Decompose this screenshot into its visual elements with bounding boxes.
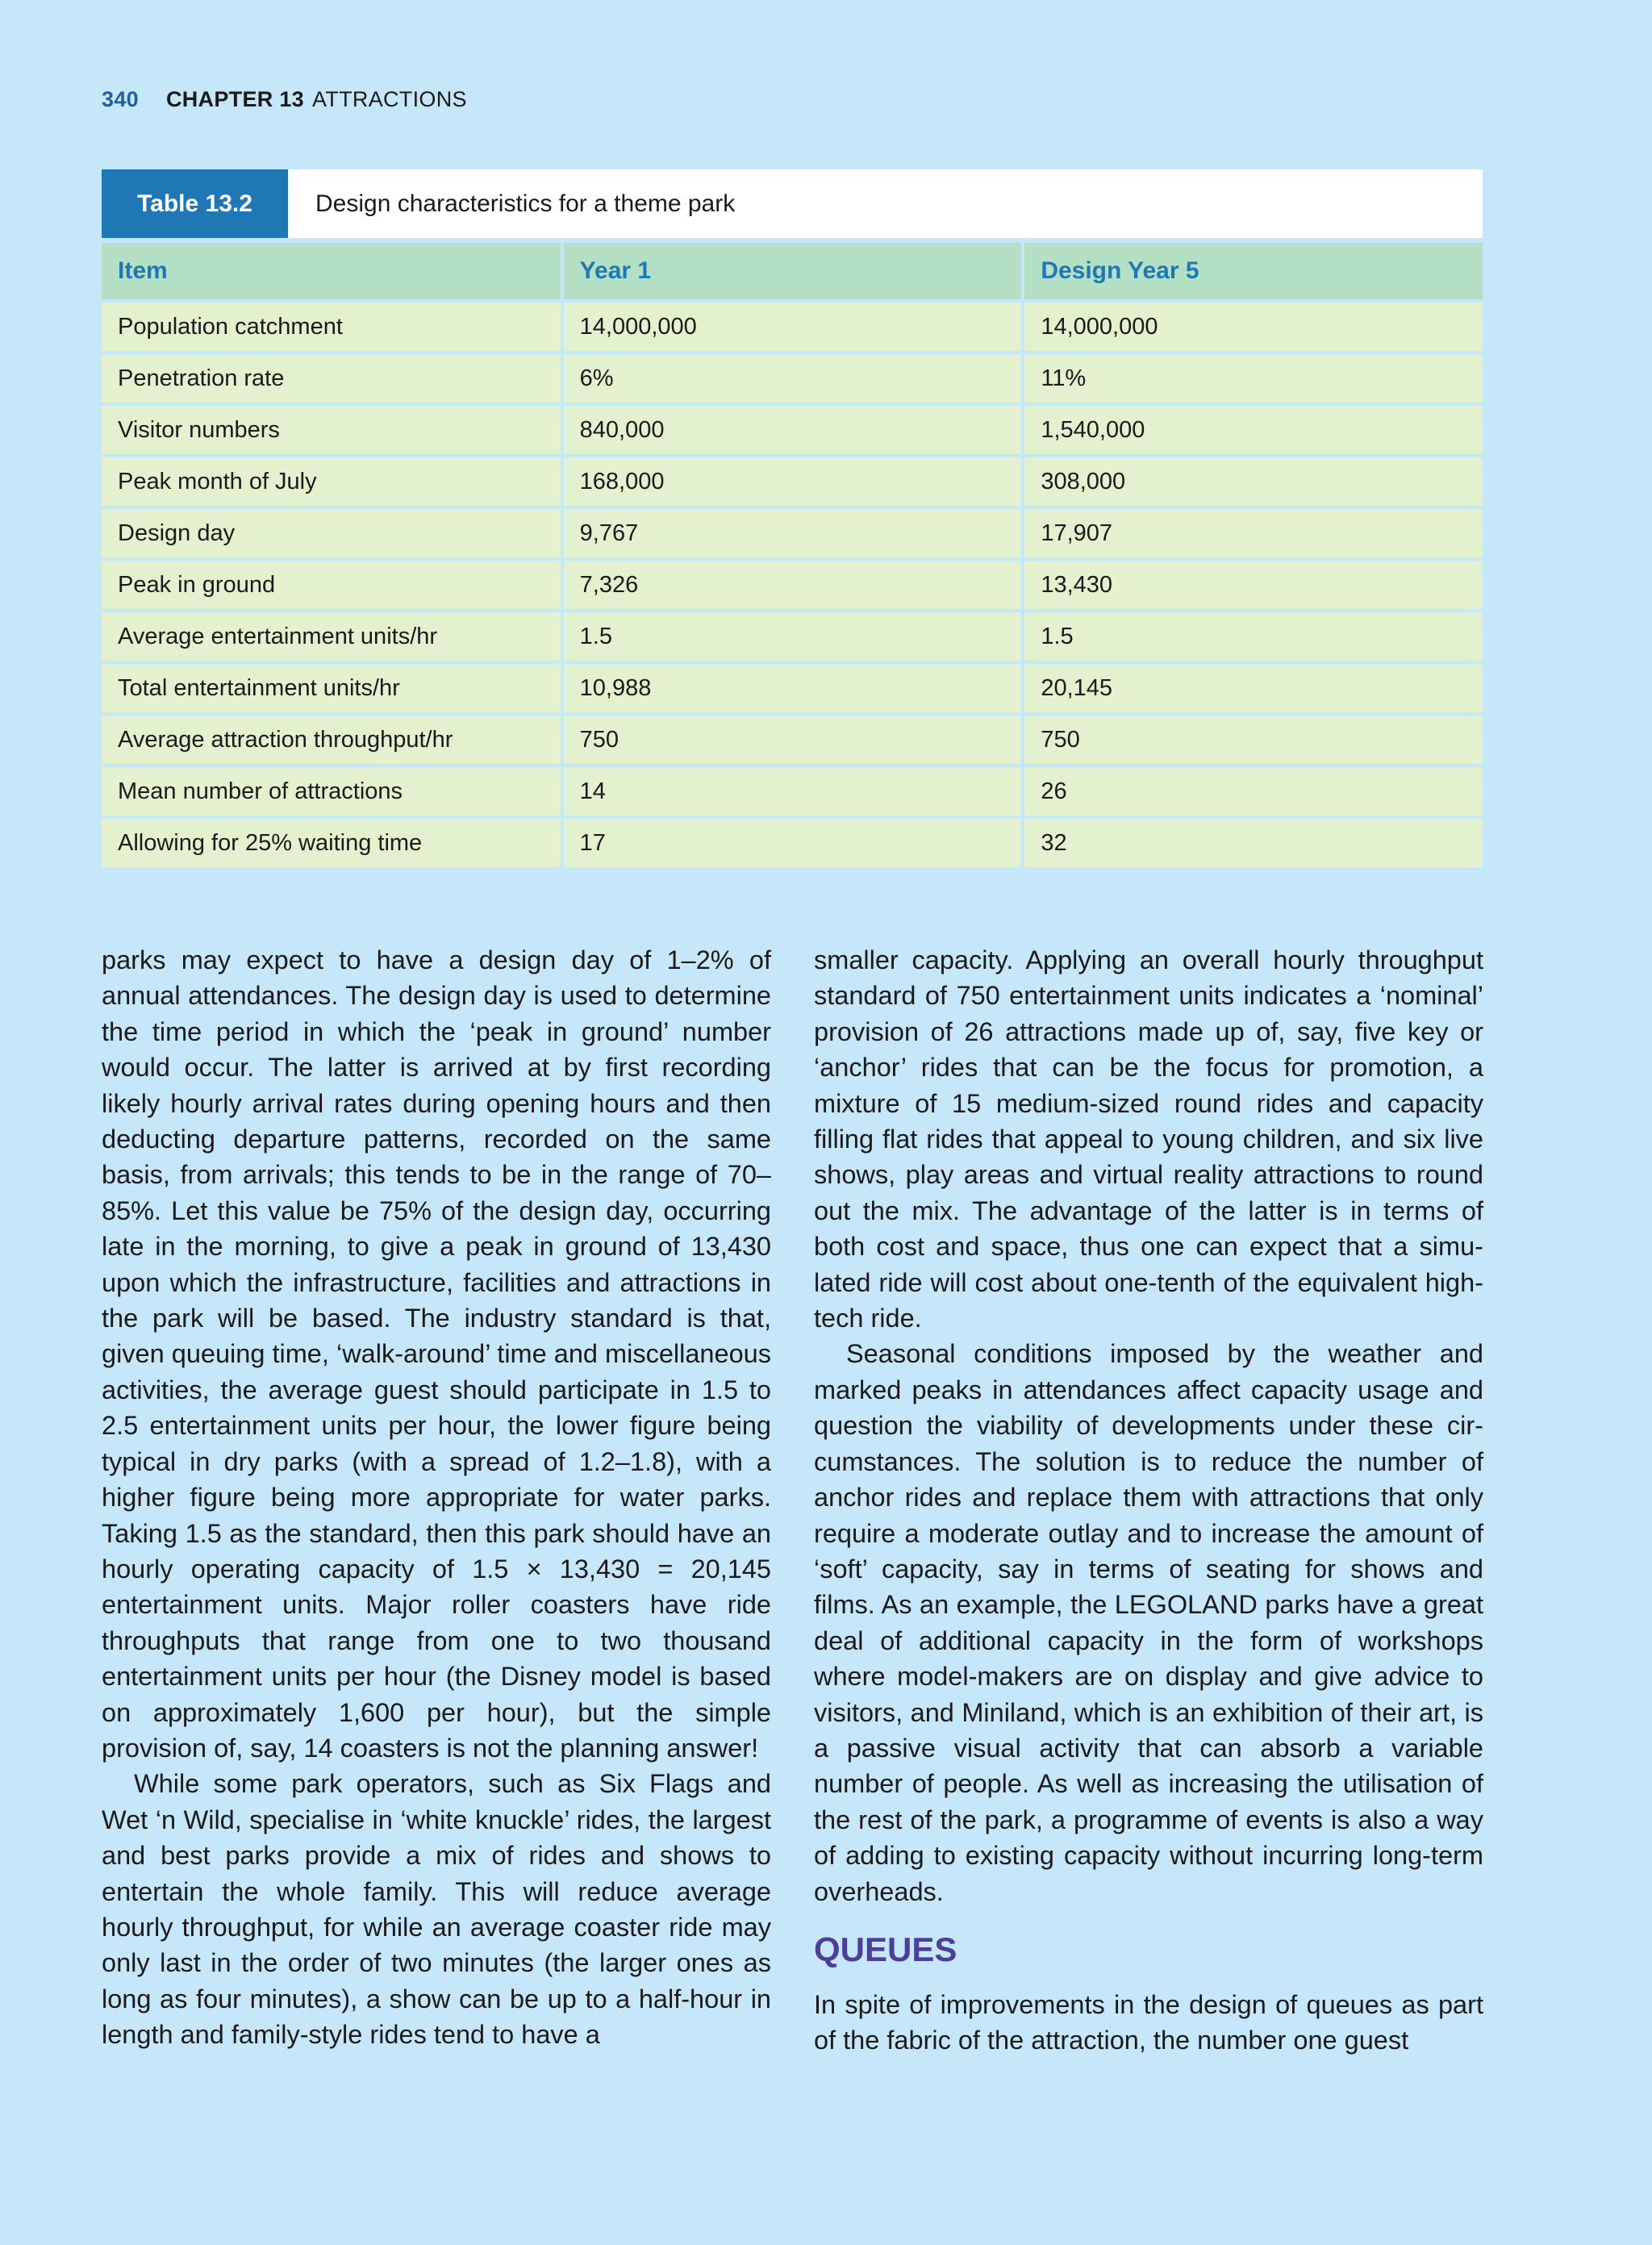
section-heading-queues: QUEUES [814, 1930, 957, 1968]
body-paragraph: In spite of improvements in the design of queues as part of the fabric of the attraction, the number one guest [814, 1989, 1483, 2055]
body-column-left [102, 942, 771, 2053]
table-cell: 17,907 [1024, 509, 1483, 557]
column-header-item: Item [102, 243, 561, 299]
table-cell: Peak month of July [102, 457, 561, 506]
table-cell: 14,000,000 [564, 303, 1022, 351]
table-cell: 7,326 [564, 561, 1022, 609]
running-head [102, 87, 467, 112]
table-title: Design characteristics for a theme park [315, 190, 736, 217]
column-header-year-1: Year 1 [564, 243, 1022, 299]
table-cell: Visitor numbers [102, 406, 561, 454]
table-row [102, 767, 1483, 816]
table-label: Table 13.2 [102, 169, 288, 238]
table-cell: 1.5 [564, 612, 1022, 661]
design-characteristics-table [98, 240, 1486, 870]
body-paragraph: While some park operators, such as Six Flags and Wet ‘n Wild, specialise in ‘white knuckle’ rides, the largest and best parks provide a mix of rides and shows to entertain the whole family. This will reduce average hourly throughput, for while an average coaster ride may only last in the order of two minutes (the larger ones as long as four minutes), a show can be up to a half-hour in length and family-style rides tend to have a [102, 1769, 771, 2050]
table-cell: Average entertainment units/hr [102, 612, 561, 661]
table-row [102, 612, 1483, 661]
table-row [102, 561, 1483, 609]
table-row [102, 509, 1483, 557]
table-row [102, 819, 1483, 867]
table-row [102, 354, 1483, 403]
table-cell: 750 [1024, 716, 1483, 764]
table-cell: Average attraction throughput/hr [102, 716, 561, 764]
table-row [102, 716, 1483, 764]
table-cell: 17 [564, 819, 1022, 867]
table-row [102, 457, 1483, 506]
table-cell: 32 [1024, 819, 1483, 867]
table-cell: 14,000,000 [1024, 303, 1483, 351]
table-cell: Population catchment [102, 303, 561, 351]
body-column-right [814, 942, 1483, 2059]
table-cell: Total entertainment units/hr [102, 664, 561, 712]
table-row [102, 406, 1483, 454]
table-cell: Mean number of attractions [102, 767, 561, 816]
table-cell: 13,430 [1024, 561, 1483, 609]
table-cell: 26 [1024, 767, 1483, 816]
table-header-row [102, 243, 1483, 299]
table-row [102, 664, 1483, 712]
chapter-label: CHAPTER 13 [165, 87, 304, 111]
table-cell: 840,000 [564, 406, 1022, 454]
body-paragraph: parks may expect to have a design day of 1–2% of annual attendances. The design day is used to determine the time period in which the ‘peak in ground’ number would occur. The latter is arrived at by first recording likely hourly arrival rates during opening hours and then deducting departure patterns, recorded on the same basis, from arrivals; this tends to be in the range of 70–85%. Let this value be 75% of the design day, occurring late in the morning, to give a peak in ground of 13,430 upon which the infrastructure, facilities and attractions in the park will be based. The industry standard is that, given queuing time, ‘walk-around’ time and miscellaneous activities, the average guest should participate in 1.5 to 2.5 entertainment units per hour, the lower figure being typical in dry parks (with a spread of 1.2–1.8), with a higher figure being more appropriate for water parks. Taking 1.5 as the standard, then this park should have an hourly operating capacity of 1.5 × 13,430 = 20,145 entertainment units. Major roller coasters have ride throughputs that range from one to two thousand entertainment units per hour (the Disney model is based on approximately 1,600 per hour), but the simple provision of, say, 14 coasters is not the planning answer! [102, 945, 771, 1763]
table-cell: Peak in ground [102, 561, 561, 609]
page-number: 340 [102, 87, 139, 111]
table-row [102, 303, 1483, 351]
table-cell: 9,767 [564, 509, 1022, 557]
table-cell: 14 [564, 767, 1022, 816]
table-cell: 168,000 [564, 457, 1022, 506]
table-cell: 1,540,000 [1024, 406, 1483, 454]
table-caption [102, 169, 1483, 238]
table-cell: 750 [564, 716, 1022, 764]
table-cell: Design day [102, 509, 561, 557]
column-header-design-year-5: Design Year 5 [1024, 243, 1483, 299]
table-cell: 6% [564, 354, 1022, 403]
table-cell: 1.5 [1024, 612, 1483, 661]
table-cell: 10,988 [564, 664, 1022, 712]
body-paragraph: Seasonal conditions imposed by the weather and marked peaks in attendances affect capacity usage and question the viability of developments under these circumstances. The solution is to reduce the number of anchor rides and replace them with attractions that only require a moderate outlay and to increase the amount of ‘soft’ capacity, say in terms of seating for shows and films. As an example, the LEGOLAND parks have a great deal of additional capacity in the form of workshops where model-makers are on display and give advice to visitors, and Miniland, which is an exhibition of their art, is a passive visual activity that can absorb a variable number of people. As well as increasing the utilisation of the rest of the park, a programme of events is also a way of adding to existing capacity without incurring long-term overheads. [814, 1339, 1483, 1906]
table-cell: 20,145 [1024, 664, 1483, 712]
table-cell: 11% [1024, 354, 1483, 403]
table-cell: 308,000 [1024, 457, 1483, 506]
body-paragraph: smaller capacity. Applying an overall hourly throughput standard of 750 entertainment units indicates a ‘nominal’ provision of 26 attractions made up of, say, five key or ‘anchor’ rides that can be the focus for promotion, a mixture of 15 medium-sized round rides and capacity filling flat rides that appeal to young children, and six live shows, play areas and virtual reality attractions to round out the mix. The advantage of the latter is in terms of both cost and space, thus one can expect that a simulated ride will cost about one-tenth of the equivalent high-tech ride. [814, 945, 1483, 1333]
section-label: ATTRACTIONS [312, 87, 467, 111]
table-cell: Allowing for 25% waiting time [102, 819, 561, 867]
table-cell: Penetration rate [102, 354, 561, 403]
